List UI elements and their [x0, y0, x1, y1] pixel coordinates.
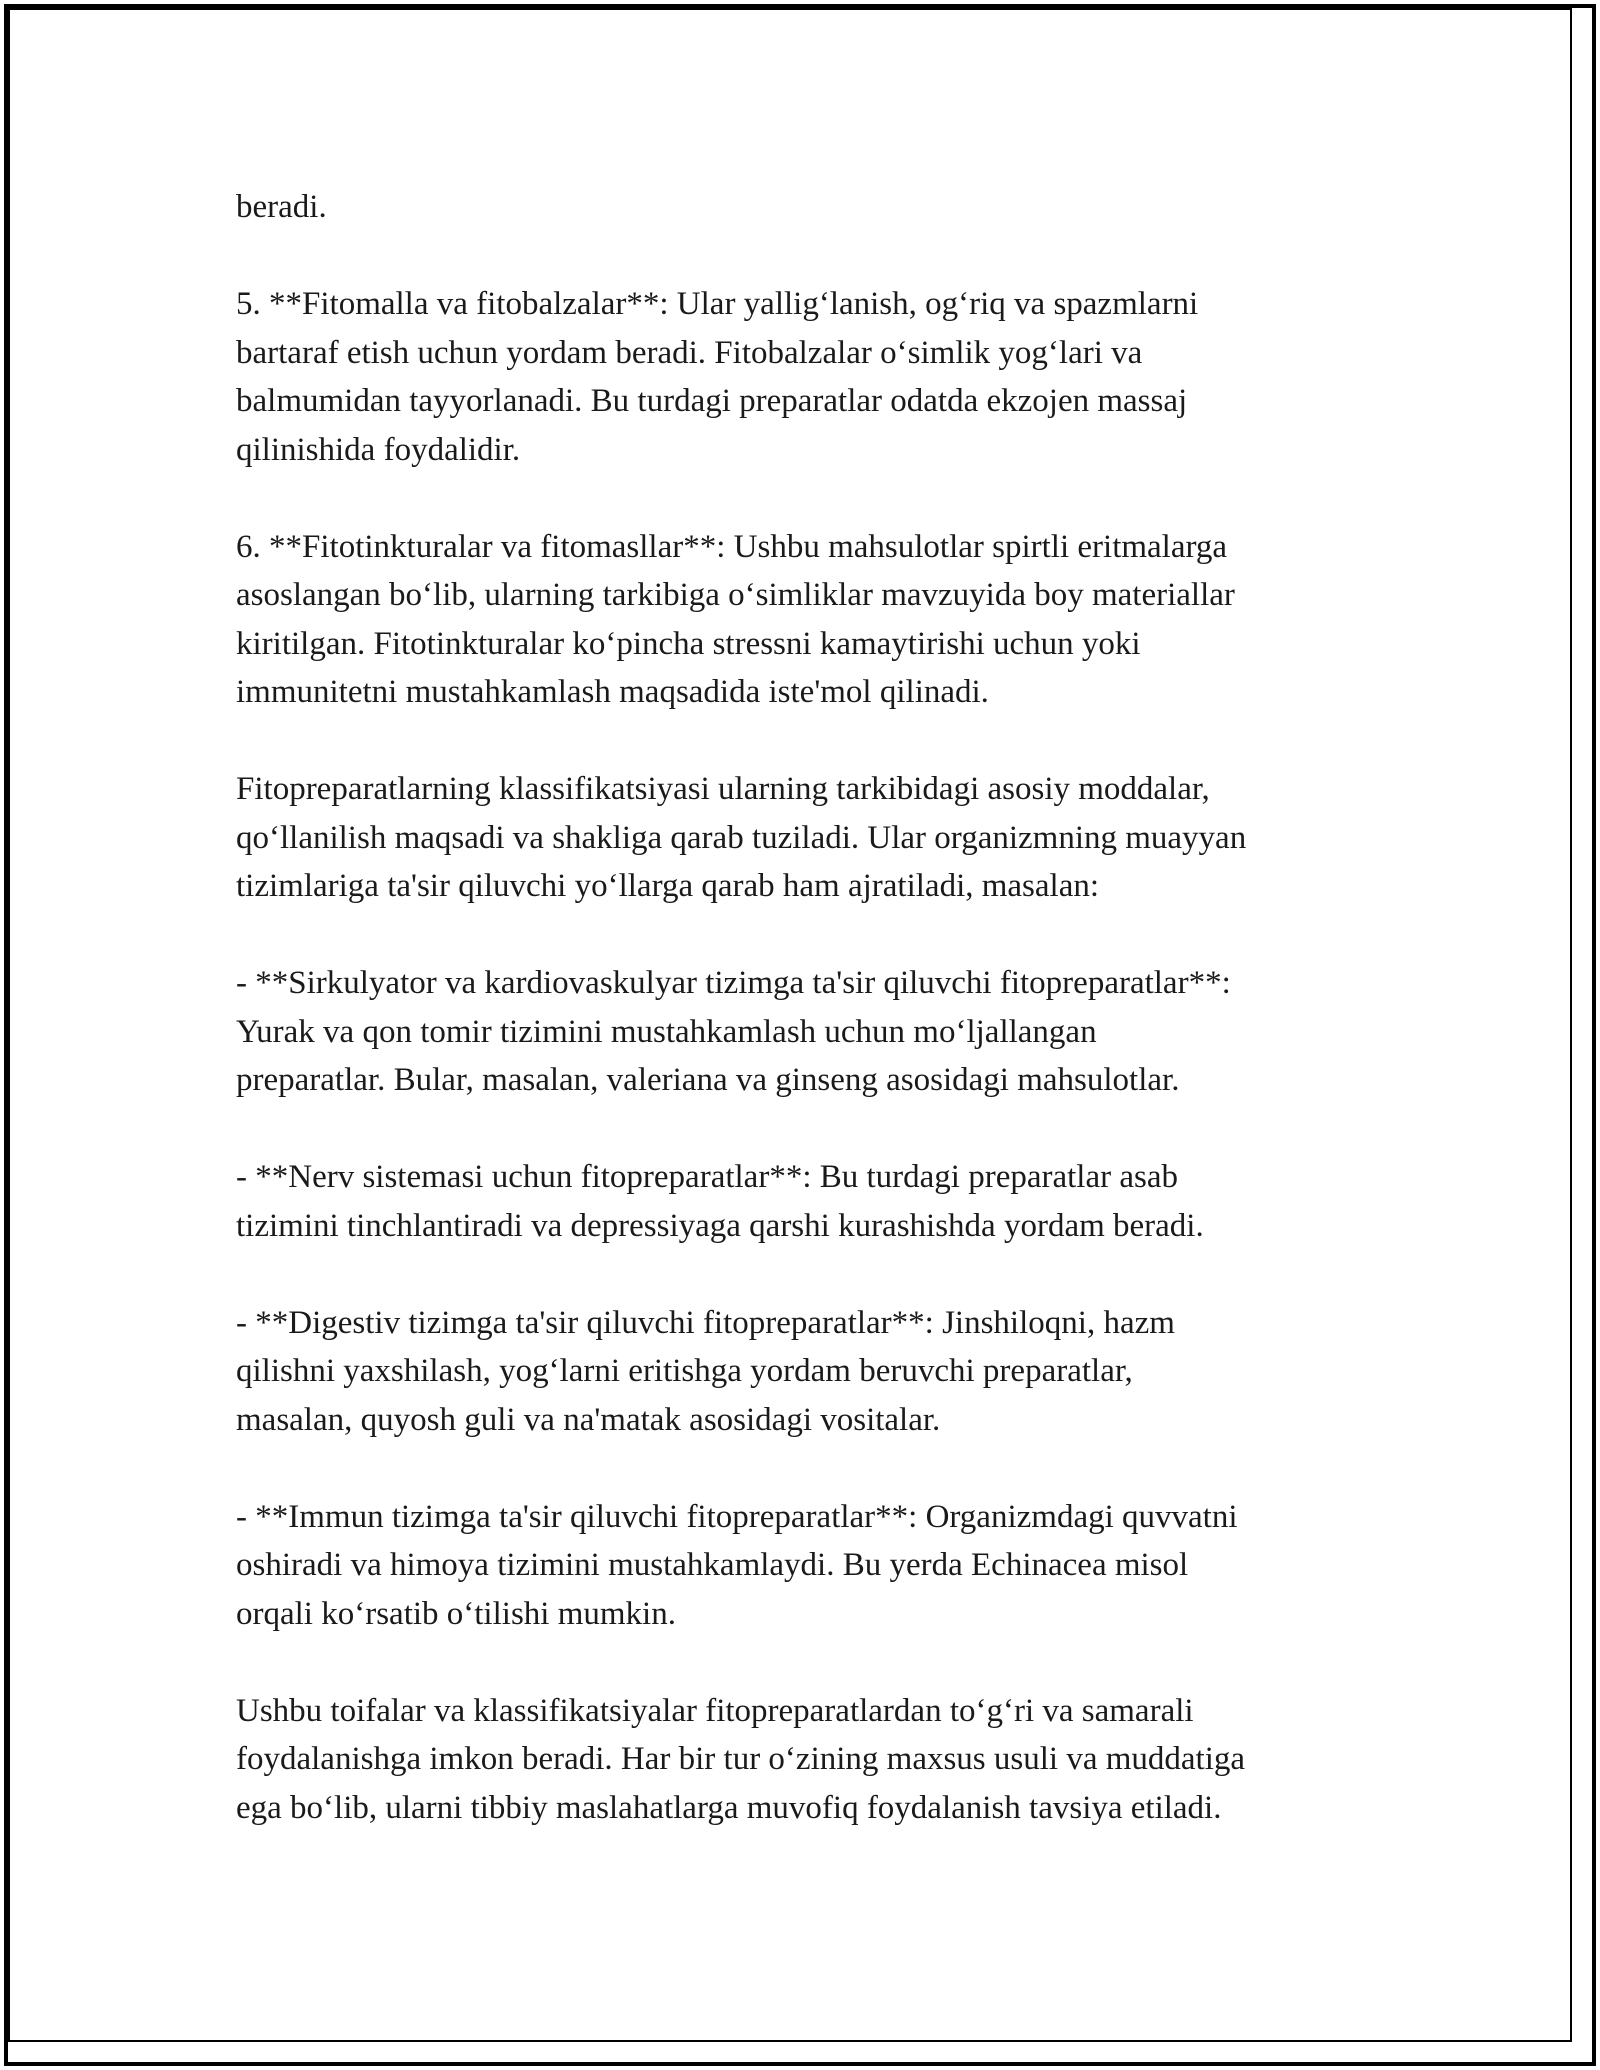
- paragraph-item-5: 5. **Fitomalla va fitobalzalar**: Ular yallig‘lanish, og‘riq va spazmlarni bartaraf etish uchun yordam beradi. Fitobalzalar o‘simlik yog‘lari va balmumidan tayyorlanadi. Bu turdagi preparatlar odatda ekzojen massaj qilinishida foydalidir.: [236, 286, 1199, 468]
- paragraph-classification: Fitopreparatlarning klassifikatsiyasi ularning tarkibidagi asosiy moddalar, qo‘llanilish maqsadi va shakliga qarab tuziladi. Ular organizmning muayyan tizimlariga ta'sir qiluvchi yo‘llarga qarab ham ajratiladi, masalan:: [236, 771, 1247, 904]
- bullet-cardiovascular: - **Sirkulyator va kardiovaskulyar tizimga ta'sir qiluvchi fitopreparatlar**: Yurak va qon tomir tizimini mustahkamlash uchun mo‘ljallangan preparatlar. Bular, masalan, valeriana va ginseng asosidagi mahsulotlar.: [236, 965, 1231, 1098]
- paragraph-conclusion: Ushbu toifalar va klassifikatsiyalar fitopreparatlardan to‘g‘ri va samarali foydalanishga imkon beradi. Har bir tur o‘zining maxsus usuli va muddatiga ega bo‘lib, ularni tibbiy maslahatlarga muvofiq foydalanish tavsiya etiladi.: [236, 1692, 1246, 1826]
- bullet-digestive: - **Digestiv tizimga ta'sir qiluvchi fitopreparatlar**: Jinshiloqni, hazm qilishni yaxshilash, yog‘larni eritishga yordam beruvchi preparatlar, masalan, quyosh guli va na'matak asosidagi vositalar.: [236, 1304, 1175, 1438]
- document-body: [236, 183, 1376, 1881]
- bullet-nervous-system: - **Nerv sistemasi uchun fitopreparatlar**: Bu turdagi preparatlar asab tizimini tinchlantiradi va depressiyaga qarshi kurashishda yordam beradi.: [236, 1159, 1204, 1244]
- bullet-immune: - **Immun tizimga ta'sir qiluvchi fitopreparatlar**: Organizmdagi quvvatni oshiradi va himoya tizimini mustahkamlaydi. Bu yerda Echinacea misol orqali ko‘rsatib o‘tilishi mumkin.: [236, 1498, 1238, 1632]
- paragraph-item-6: 6. **Fitotinkturalar va fitomasllar**: Ushbu mahsulotlar spirtli eritmalarga asoslangan bo‘lib, ularning tarkibiga o‘simliklar mavzuyida boy materiallar kiritilgan. Fitotinkturalar ko‘pincha stressni kamaytirishi uchun yoki immunitetni mustahkamlash maqsadida iste'mol qilinadi.: [236, 528, 1235, 710]
- paragraph-continuation: beradi.: [236, 189, 327, 225]
